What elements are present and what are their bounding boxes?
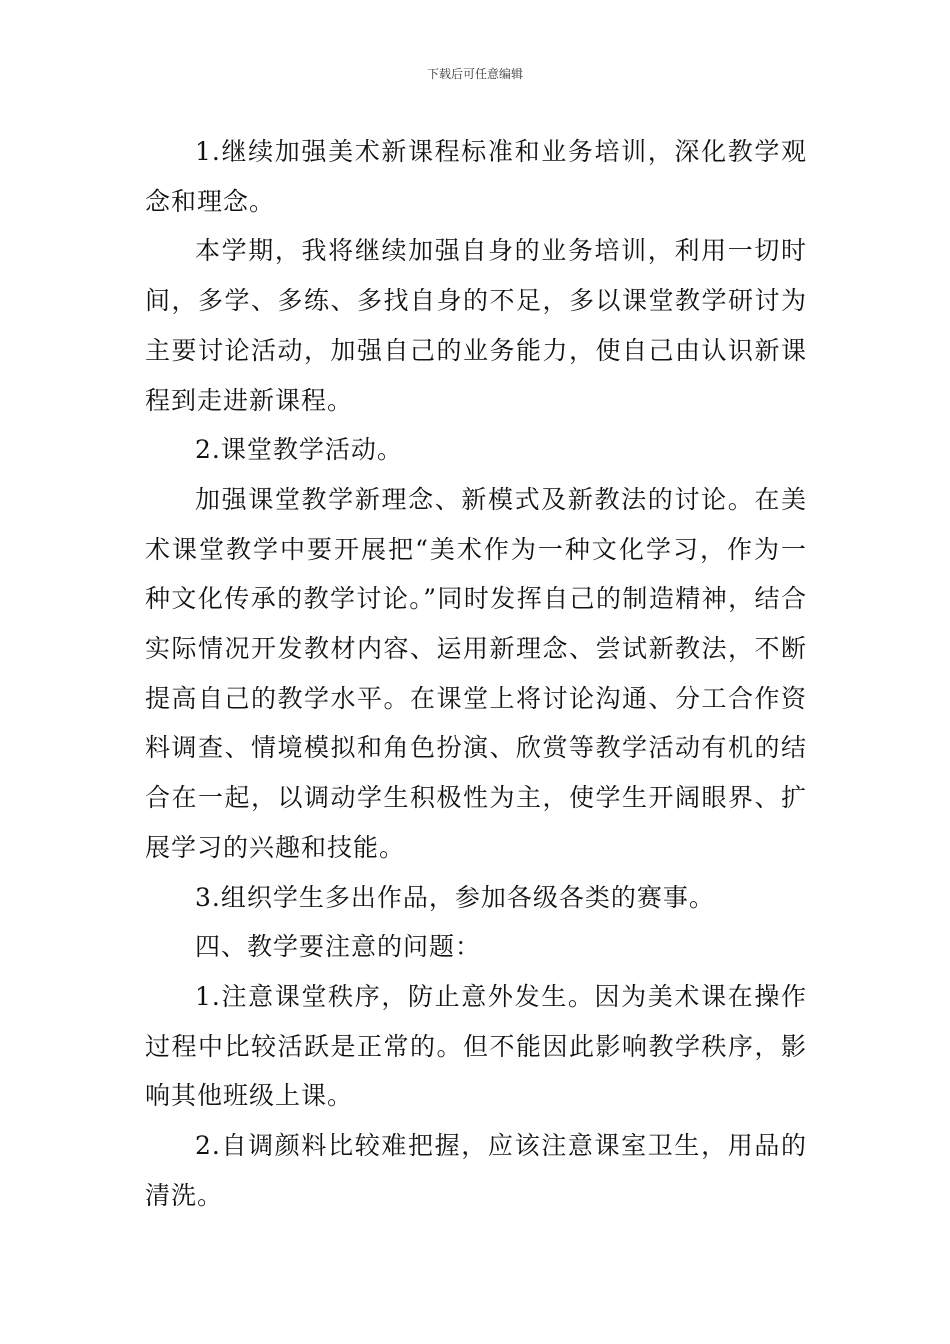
paragraph-2: 本学期，我将继续加强自身的业务培训，利用一切时间，多学、多练、多找自身的不足，多以课堂教学研讨为主要讨论活动，加强自己的业务能力，使自己由认识新课程到走进新课程。 bbox=[145, 236, 807, 415]
section-heading: 四、教学要注意的问题： bbox=[195, 932, 482, 962]
document-body bbox=[145, 127, 807, 1220]
paragraph-1: 1.继续加强美术新课程标准和业务培训，深化教学观念和理念。 bbox=[145, 137, 807, 216]
paragraph-5: 3.组织学生多出作品，参加各级各类的赛事。 bbox=[195, 882, 715, 912]
paragraph-6: 1.注意课堂秩序，防止意外发生。因为美术课在操作过程中比较活跃是正常的。但不能因此影响教学秩序，影响其他班级上课。 bbox=[145, 981, 807, 1111]
page-header: 下载后可任意编辑 bbox=[426, 67, 523, 81]
paragraph-7: 2.自调颜料比较难把握，应该注意课室卫生，用品的清洗。 bbox=[145, 1131, 807, 1210]
paragraph-3: 2.课堂教学活动。 bbox=[195, 435, 403, 465]
paragraph-4: 加强课堂教学新理念、新模式及新教法的讨论。在美术课堂教学中要开展把“美术作为一种文化学习，作为一种文化传承的教学讨论。”同时发挥自己的制造精神，结合实际情况开发教材内容、运用新理念、尝试新教法，不断提高自己的教学水平。在课堂上将讨论沟通、分工合作资料调查、情境模拟和角色扮演、欣赏等教学活动有机的结合在一起，以调动学生积极性为主，使学生开阔眼界、扩展学习的兴趣和技能。 bbox=[145, 484, 807, 862]
